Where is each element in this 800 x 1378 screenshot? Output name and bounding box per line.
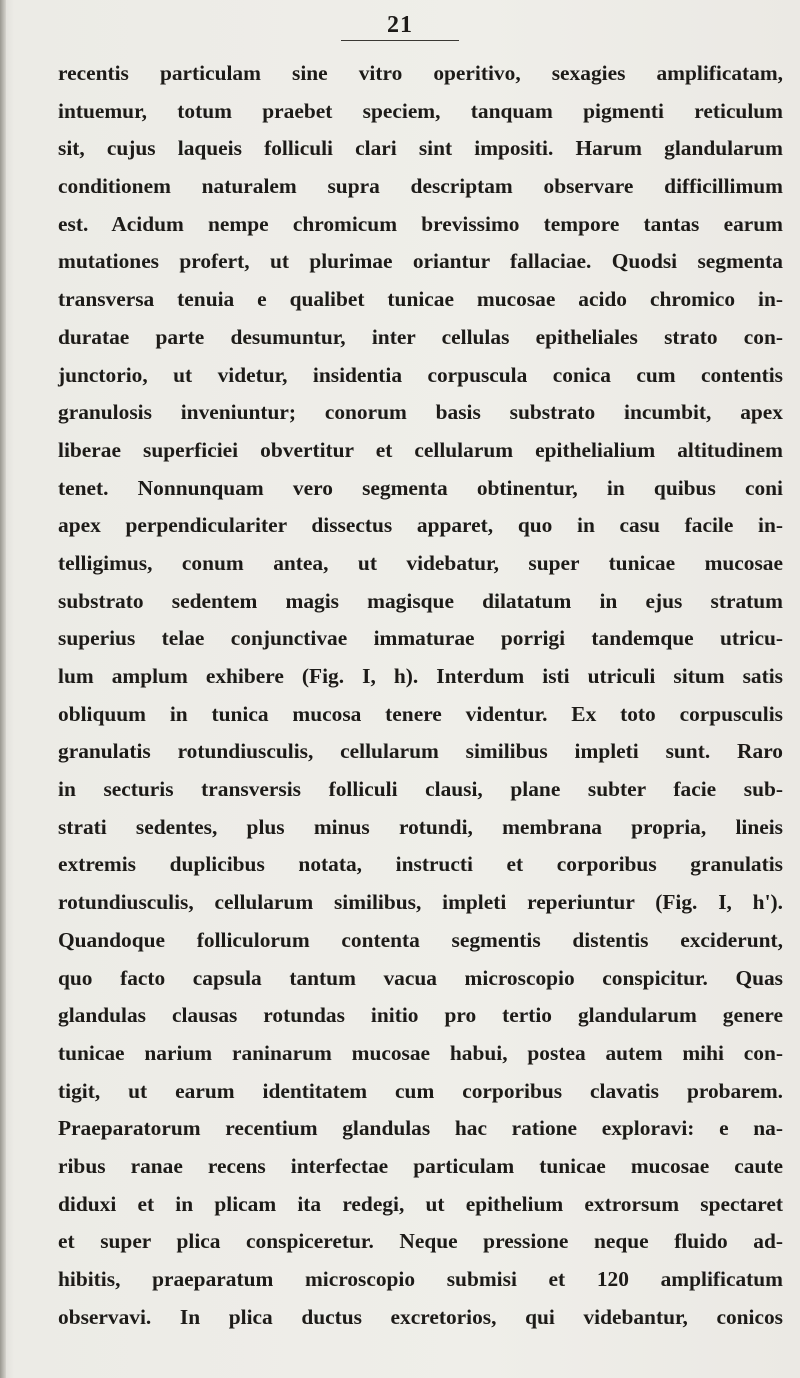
text-line: lum amplum exhibere (Fig. I, h). Interdum isti utriculi situm satis [58, 664, 783, 688]
text-line: apex perpendiculariter dissectus apparet, quo in casu facile in- [58, 513, 783, 538]
text-line: recentis particulam sine vitro operitivo, sexagies amplificatam, [58, 61, 783, 85]
text-line: intuemur, totum praebet speciem, tanquam pigmenti reticulum [58, 98, 783, 123]
text-line: in secturis transversis folliculi clausi, plane subter facie sub- [58, 777, 783, 802]
text-line: transversa tenuia e qualibet tunicae mucosae acido chromico in- [58, 287, 783, 312]
text-line: granulosis inveniuntur; conorum basis substrato incumbit, apex [58, 400, 783, 425]
text-line: ribus ranae recens interfectae particulam tunicae mucosae caute [58, 1153, 783, 1178]
text-line: strati sedentes, plus minus rotundi, membrana propria, lineis [58, 814, 783, 839]
text-line: tigit, ut earum identitatem cum corporibus clavatis probarem. [58, 1078, 783, 1103]
body-text [58, 55, 783, 1336]
text-line: duratae parte desumuntur, inter cellulas epitheliales strato con- [58, 324, 783, 349]
text-line: est. Acidum nempe chromicum brevissimo tempore tantas earum [58, 211, 783, 236]
text-line: junctorio, ut videtur, insidentia corpuscula conica cum contentis [58, 362, 783, 387]
header-rule [341, 40, 459, 41]
text-line: conditionem naturalem supra descriptam observare difficillimum [58, 174, 783, 199]
text-line: superius telae conjunctivae immaturae porrigi tandemque utricu- [58, 626, 783, 651]
text-line: et super plica conspiceretur. Neque pressione neque fluido ad- [58, 1229, 783, 1254]
text-line: substrato sedentem magis magisque dilatatum in ejus stratum [58, 588, 783, 613]
text-line: sit, cujus laqueis folliculi clari sint impositi. Harum glandularum [58, 136, 783, 161]
text-line: tunicae narium raninarum mucosae habui, postea autem mihi con- [58, 1040, 783, 1065]
page-binding-edge [0, 0, 6, 1378]
page-number: 21 [387, 12, 413, 38]
text-line: Quandoque folliculorum contenta segmentis distentis exciderunt, [58, 927, 783, 952]
text-line: hibitis, praeparatum microscopio submisi et 120 amplificatum [58, 1267, 783, 1291]
text-line: observavi. In plica ductus excretorios, qui videbantur, conicos [58, 1304, 783, 1329]
text-line: diduxi et in plicam ita redegi, ut epithelium extrorsum spectaret [58, 1191, 783, 1216]
text-line: obliquum in tunica mucosa tenere videntur. Ex toto corpusculis [58, 701, 783, 726]
text-line: liberae superficiei obvertitur et cellularum epithelialium altitudinem [58, 437, 783, 462]
text-line: Praeparatorum recentium glandulas hac ratione exploravi: e na- [58, 1116, 783, 1141]
text-line: mutationes profert, ut plurimae oriantur fallaciae. Quodsi segmenta [58, 249, 783, 274]
text-line: granulatis rotundiusculis, cellularum similibus impleti sunt. Raro [58, 739, 783, 764]
text-line: tenet. Nonnunquam vero segmenta obtinentur, in quibus coni [58, 475, 783, 500]
text-line: rotundiusculis, cellularum similibus, impleti reperiuntur (Fig. I, h'). [58, 890, 783, 915]
text-line: quo facto capsula tantum vacua microscopio conspicitur. Quas [58, 965, 783, 990]
text-line: extremis duplicibus notata, instructi et corporibus granulatis [58, 852, 783, 877]
text-line: glandulas clausas rotundas initio pro tertio glandularum genere [58, 1003, 783, 1028]
text-line: telligimus, conum antea, ut videbatur, super tunicae mucosae [58, 550, 783, 575]
